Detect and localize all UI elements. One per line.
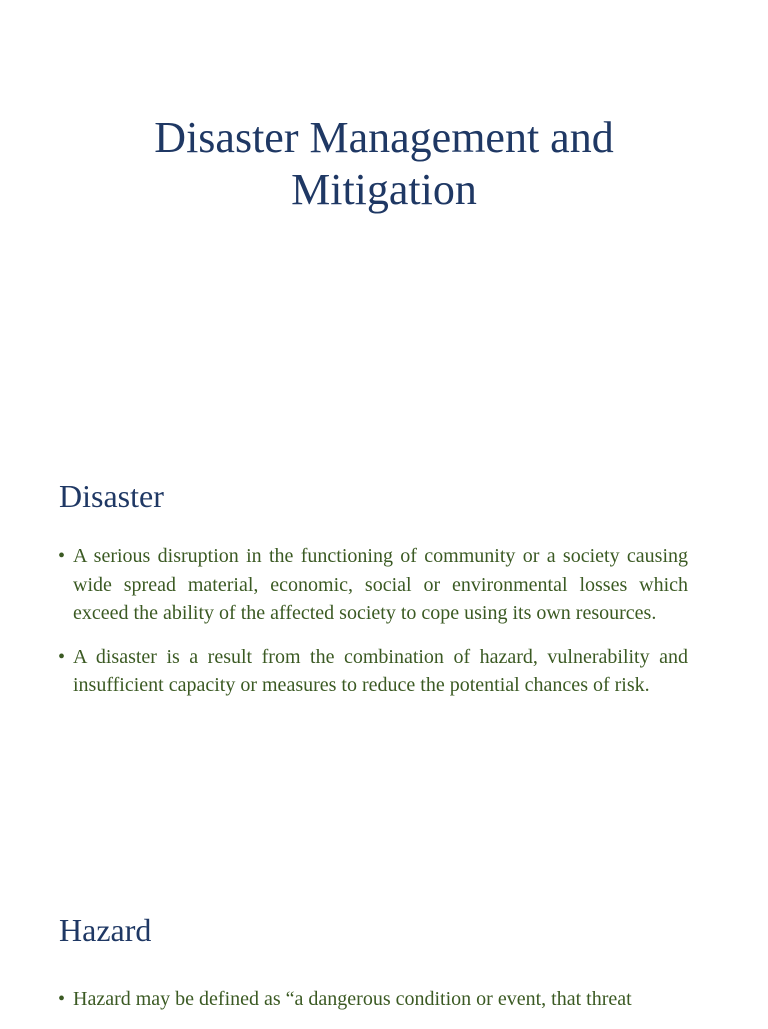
bullet-text: Hazard may be defined as “a dangerous condition or event, that threat xyxy=(73,988,632,1010)
presentation-title xyxy=(0,112,768,216)
list-item xyxy=(58,985,688,1014)
disaster-bullet-list xyxy=(58,542,688,715)
bullet-text: A disaster is a result from the combination of hazard, vulnerability and insufficient capacity or measures to reduce the potential chances of risk. xyxy=(73,645,688,696)
list-item xyxy=(58,542,688,628)
slide-heading-hazard: Hazard xyxy=(59,912,152,948)
bullet-icon: • xyxy=(58,988,66,1010)
bullet-text: A serious disruption in the functioning of community or a society causing wide spread material, economic, social or environmental losses which exceed the ability of the affected society to cope using its own resources. xyxy=(73,545,688,624)
title-line-1: Disaster Management and xyxy=(154,113,614,162)
list-item xyxy=(58,643,688,700)
bullet-icon: • xyxy=(58,645,66,668)
bullet-icon: • xyxy=(58,545,66,567)
slide-heading-disaster: Disaster xyxy=(59,478,164,514)
hazard-bullet-list xyxy=(58,985,688,1029)
title-slide xyxy=(0,0,768,440)
title-line-2: Mitigation xyxy=(291,165,477,214)
